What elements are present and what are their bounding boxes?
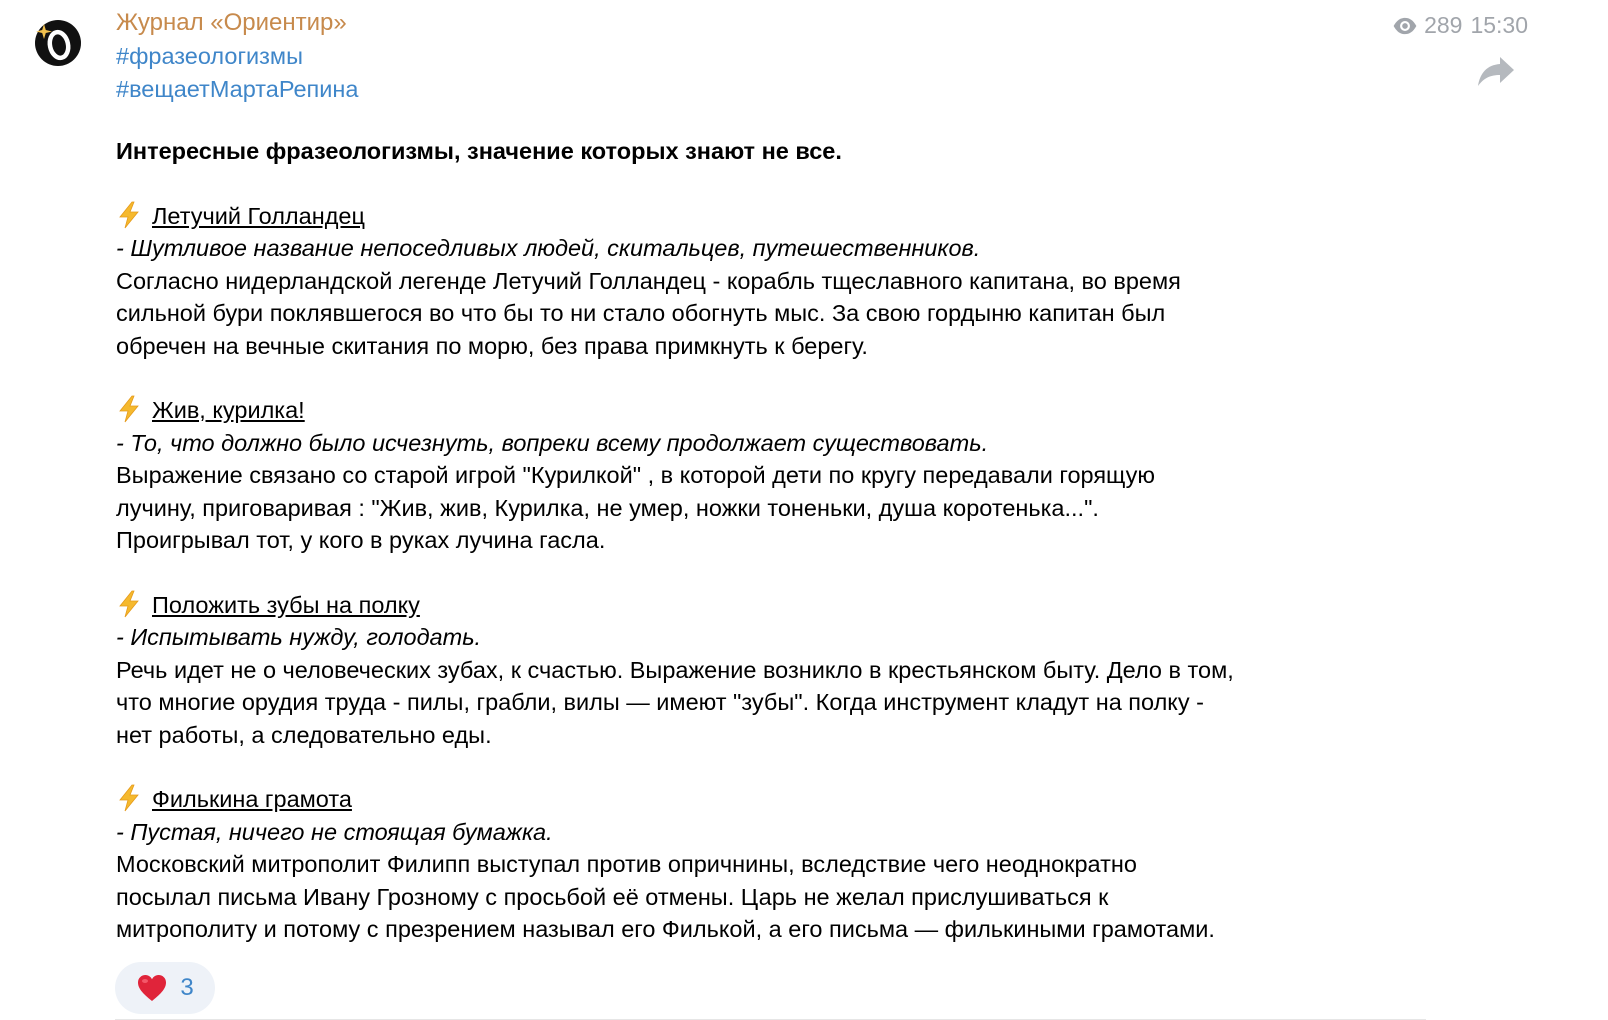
- idiom-entry: [116, 589, 1426, 752]
- idiom-explanation-line: нет работы, а следовательно еды.: [116, 721, 492, 748]
- hashtag-link[interactable]: #вещаетМартаРепина: [116, 75, 359, 102]
- reaction-heart-button[interactable]: [115, 962, 215, 1014]
- idiom-explanation-line: Проигрывал тот, у кого в руках лучина гасла.: [116, 527, 606, 553]
- idiom-entry: [116, 200, 1426, 363]
- channel-avatar[interactable]: [34, 19, 82, 67]
- idiom-explanation-line: митрополиту и потому с презрением называл его Филькой, а его письма — филькиными грамотами.: [116, 916, 1215, 942]
- idiom-explanation-line: посылал письма Ивану Грозному с просьбой её отмены. Царь не желал прислушиваться к: [116, 883, 1109, 910]
- lightning-icon: [116, 784, 142, 812]
- idiom-definition: - Пустая, ничего не стоящая бумажка.: [116, 818, 553, 845]
- lightning-icon: [116, 590, 142, 618]
- idiom-definition: - Шутливое название непоседливых людей, скитальцев, путешественников.: [116, 235, 981, 261]
- idiom-explanation-line: Выражение связано со старой игрой "Курилкой" , в которой дети по кругу передавали горящую: [116, 462, 1156, 488]
- channel-name[interactable]: Журнал «Ориентир»: [116, 9, 347, 36]
- idiom-explanation-line: что многие орудия труда - пилы, грабли, вилы — имеют "зубы". Когда инструмент кладут на полку -: [116, 689, 1204, 715]
- reaction-count: 3: [180, 974, 194, 1001]
- heart-icon: [136, 973, 168, 1003]
- idiom-entry: [116, 394, 1426, 557]
- idiom-definition: - Испытывать нужду, голодать.: [116, 624, 482, 650]
- idiom-term[interactable]: Положить зубы на полку: [152, 591, 420, 618]
- idiom-explanation-line: Согласно нидерландской легенде Летучий Голландец - корабль тщеславного капитана, во время: [116, 267, 1181, 294]
- lightning-icon: [116, 201, 142, 229]
- post-body: [116, 6, 1426, 946]
- idiom-explanation-line: Речь идет не о человеческих зубах, к счастью. Выражение возникло в крестьянском быту. Дело в том,: [116, 656, 1234, 683]
- idiom-term[interactable]: Летучий Голландец: [152, 202, 365, 229]
- idiom-definition: - То, что должно было исчезнуть, вопреки всему продолжает существовать.: [116, 429, 989, 456]
- idiom-entry: [116, 783, 1426, 946]
- post-time: 15:30: [1470, 12, 1528, 38]
- lightning-icon: [116, 395, 142, 423]
- post-headline: Интересные фразеологизмы, значение которых знают не все.: [116, 138, 842, 164]
- idiom-term[interactable]: Жив, курилка!: [152, 397, 305, 423]
- idiom-explanation-line: лучину, приговаривая : "Жив, жив, Курилка, не умер, ножки тоненьки, душа коротенька...".: [116, 494, 1099, 521]
- idiom-explanation-line: обречен на вечные скитания по морю, без права примкнуть к берегу.: [116, 332, 868, 359]
- share-icon[interactable]: [1476, 53, 1516, 89]
- idiom-explanation-line: Московский митрополит Филипп выступал против опричнины, вследствие чего неоднократно: [116, 851, 1137, 877]
- idiom-term[interactable]: Филькина грамота: [152, 786, 352, 812]
- idiom-explanation-line: сильной бури поклявшегося во что бы то ни стало обогнуть мыс. За свою гордыню капитан был: [116, 300, 1166, 326]
- views-count: 289: [1424, 12, 1463, 38]
- hashtag-link[interactable]: #фразеологизмы: [116, 43, 303, 69]
